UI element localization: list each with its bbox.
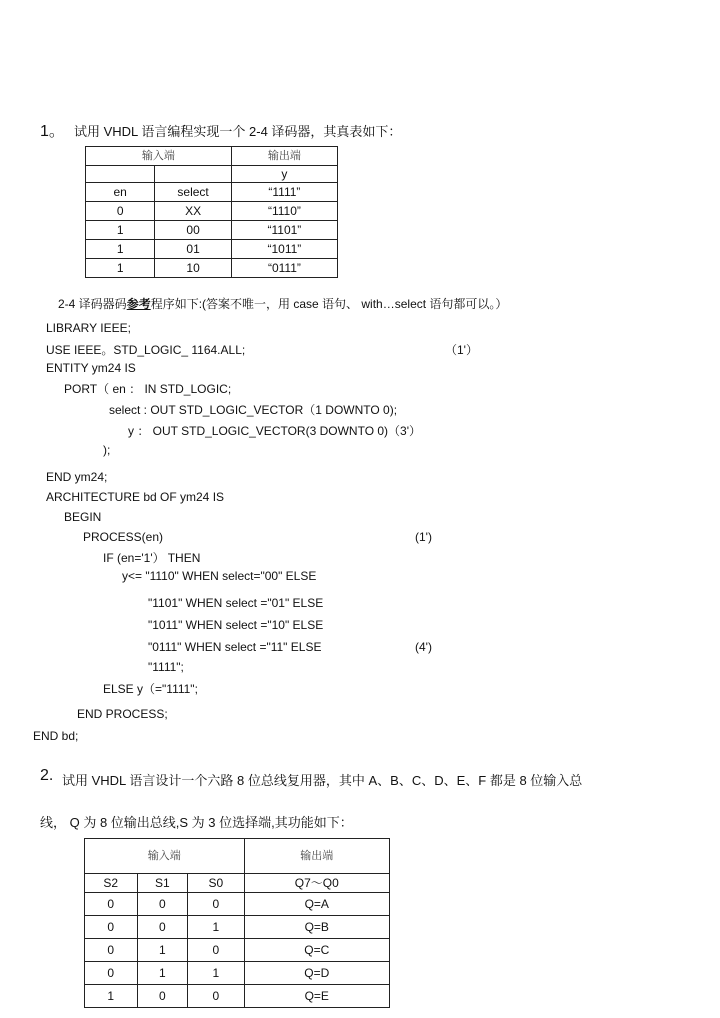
code-line: LIBRARY IEEE; <box>46 321 131 335</box>
code-line: PROCESS(en) <box>83 530 164 544</box>
t1-y: “1011” <box>231 240 337 259</box>
t2-q: Q=A <box>244 893 389 916</box>
t2-q: Q=B <box>244 916 389 939</box>
code-line: BEGIN <box>64 510 102 524</box>
t2-q: Q=C <box>244 939 389 962</box>
code-line: END bd; <box>33 729 79 743</box>
code-line: y ： OUT STD_LOGIC_VECTOR(3 DOWNTO 0)（3'） <box>128 424 422 438</box>
code-line: "1011" WHEN select ="10" ELSE <box>148 618 324 632</box>
code-line: ARCHITECTURE bd OF ym24 IS <box>46 490 225 504</box>
q1-text: 试用 VHDL 语言编程实现一个 2-4 译码器，其真表如下： <box>74 124 402 139</box>
code-line: IF (en='1'） THEN <box>103 551 201 565</box>
t1-input-header: 输入端 <box>86 147 232 166</box>
score-mark: （1'） <box>445 343 478 357</box>
t2-s2: 0 <box>85 893 138 916</box>
t2-input-header: 输入端 <box>85 839 245 874</box>
t2-s2: 1 <box>85 985 138 1008</box>
t2-s0: 0 <box>188 939 244 962</box>
code-line: ENTITY ym24 IS <box>46 361 136 375</box>
t1-col-select: select <box>155 183 231 202</box>
note-bold: 参考 <box>126 297 151 311</box>
t2-col-s2: S2 <box>85 874 138 893</box>
t1-y: “1110” <box>231 202 337 221</box>
t2-q: Q=E <box>244 985 389 1008</box>
code-line: "0111" WHEN select ="11" ELSE <box>148 640 322 654</box>
t1-select: 00 <box>155 221 231 240</box>
score-mark: (1') <box>415 530 432 544</box>
t1-y-label: y <box>231 166 337 183</box>
t1-en: 0 <box>86 202 155 221</box>
t2-s1: 0 <box>137 985 188 1008</box>
code-line: select : OUT STD_LOGIC_VECTOR（1 DOWNTO 0); <box>109 403 398 417</box>
t2-s2: 0 <box>85 962 138 985</box>
t2-output-header: 输出端 <box>244 839 389 874</box>
code-line: ELSE y（="1111"; <box>103 682 198 696</box>
t2-col-q: Q7～Q0 <box>244 874 389 893</box>
t2-s0: 0 <box>188 985 244 1008</box>
q1-note: 2-4 译码器码参考程序如下:(答案不唯一，用 case 语句、 with…select 语句都可以。） <box>58 297 508 311</box>
q2-number: 2. <box>40 767 54 784</box>
code-line: END ym24; <box>46 470 108 484</box>
t1-y: “1111” <box>231 183 337 202</box>
truth-table-1 <box>85 146 338 278</box>
q1-number: 1。 <box>40 123 65 140</box>
t1-select: 01 <box>155 240 231 259</box>
code-line: "1101" WHEN select ="01" ELSE <box>148 596 324 610</box>
code-line: END PROCESS; <box>77 707 168 721</box>
t2-s1: 0 <box>137 916 188 939</box>
t2-s0: 1 <box>188 916 244 939</box>
code-line: USE IEEE。STD_LOGIC_ 1164.ALL; <box>46 343 246 357</box>
t1-output-header: 输出端 <box>231 147 337 166</box>
code-line: ); <box>103 443 111 457</box>
t2-s1: 1 <box>137 962 188 985</box>
t2-s2: 0 <box>85 916 138 939</box>
t2-col-s0: S0 <box>188 874 244 893</box>
t1-en: 1 <box>86 259 155 278</box>
t1-select: XX <box>155 202 231 221</box>
code-line: PORT（ en ： IN STD_LOGIC; <box>64 382 232 396</box>
t1-col-en: en <box>86 183 155 202</box>
code-line: y<= "1110" WHEN select="00" ELSE <box>122 569 317 583</box>
t1-en: 1 <box>86 221 155 240</box>
function-table-2 <box>84 838 390 1008</box>
t1-select: 10 <box>155 259 231 278</box>
score-mark: (4') <box>415 640 432 654</box>
t2-col-s1: S1 <box>137 874 188 893</box>
code-line: "1111"; <box>148 660 184 674</box>
t2-q: Q=D <box>244 962 389 985</box>
t1-en: 1 <box>86 240 155 259</box>
t1-y: “1101” <box>231 221 337 240</box>
t2-s0: 0 <box>188 893 244 916</box>
t1-y: “0111” <box>231 259 337 278</box>
t2-s0: 1 <box>188 962 244 985</box>
q2-line2: 线， Q 为 8 位输出总线,S 为 3 位选择端,其功能如下： <box>40 815 353 830</box>
t2-s2: 0 <box>85 939 138 962</box>
q2-line1: 试用 VHDL 语言设计一个六路 8 位总线复用器，其中 A、B、C、D、E、F 都是 8 位输入总 <box>62 773 583 788</box>
t2-s1: 0 <box>137 893 188 916</box>
t2-s1: 1 <box>137 939 188 962</box>
